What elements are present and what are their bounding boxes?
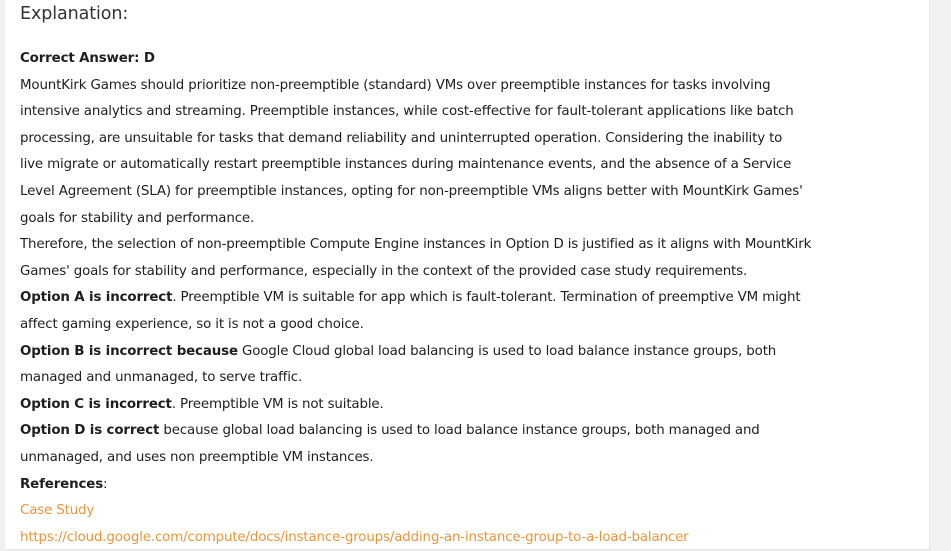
option-d-line [20,418,870,445]
reference-item [20,498,870,525]
load-balancer-docs-link[interactable]: https://cloud.google.com/compute/docs/instance-groups/adding-an-instance-group-to-a-load-balancer [20,529,689,545]
explanation-line: goals for stability and performance. [20,210,255,226]
correct-answer-label: Correct Answer: D [20,51,155,66]
references-colon: : [103,476,108,492]
explanation-line: Level Agreement (SLA) for preemptible instances, opting for non-preemptible VMs aligns better with MountKirk Games' [20,183,803,199]
option-a-line-2: affect gaming experience, so it is not a good choice. [20,316,364,332]
correct-answer-line [20,46,870,73]
explanation-panel [5,0,930,550]
therefore-line: Therefore, the selection of non-preemptible Compute Engine instances in Option D is justified as it aligns with MountKirk [20,237,812,253]
option-d-line-2: unmanaged, and uses non preemptible VM instances. [20,449,374,465]
option-b-line [20,339,870,366]
reference-item [20,525,870,550]
explanation-line: live migrate or automatically restart preemptible instances during maintenance events, and the absence of a Service [20,157,792,173]
explanation-heading: Explanation: [20,4,129,24]
option-b-verdict: Option B is incorrect because [20,343,238,359]
case-study-link[interactable]: Case Study [20,503,95,519]
option-c-text: . Preemptible VM is not suitable. [171,396,384,412]
option-b-text: Google Cloud global load balancing is used to load balance instance groups, both [237,343,777,359]
references-line [20,472,870,499]
option-b-line-2: managed and unmanaged, to serve traffic. [20,370,303,386]
option-a-text: . Preemptible VM is suitable for app which is fault-tolerant. Termination of preemptive VM might [172,290,801,306]
therefore-line: Games' goals for stability and performance, especially in the context of the provided case study requirements. [20,263,748,279]
explanation-line: MountKirk Games should prioritize non-preemptible (standard) VMs over preemptible instances for tasks involving [20,77,771,93]
option-c-verdict: Option C is incorrect [20,396,172,412]
option-c-line [20,392,870,419]
explanation-line: intensive analytics and streaming. Preemptible instances, while cost-effective for fault-tolerant applications like batch [20,104,794,120]
option-a-line [20,285,870,312]
references-label: References [20,476,104,492]
option-d-text: because global load balancing is used to load balance instance groups, both managed and [159,423,760,439]
option-d-verdict: Option D is correct [20,423,160,439]
explanation-line: processing, are unsuitable for tasks that demand reliability and uninterrupted operation. Considering the inability to [20,130,783,146]
explanation-body [20,46,870,550]
option-a-verdict: Option A is incorrect [20,290,173,306]
